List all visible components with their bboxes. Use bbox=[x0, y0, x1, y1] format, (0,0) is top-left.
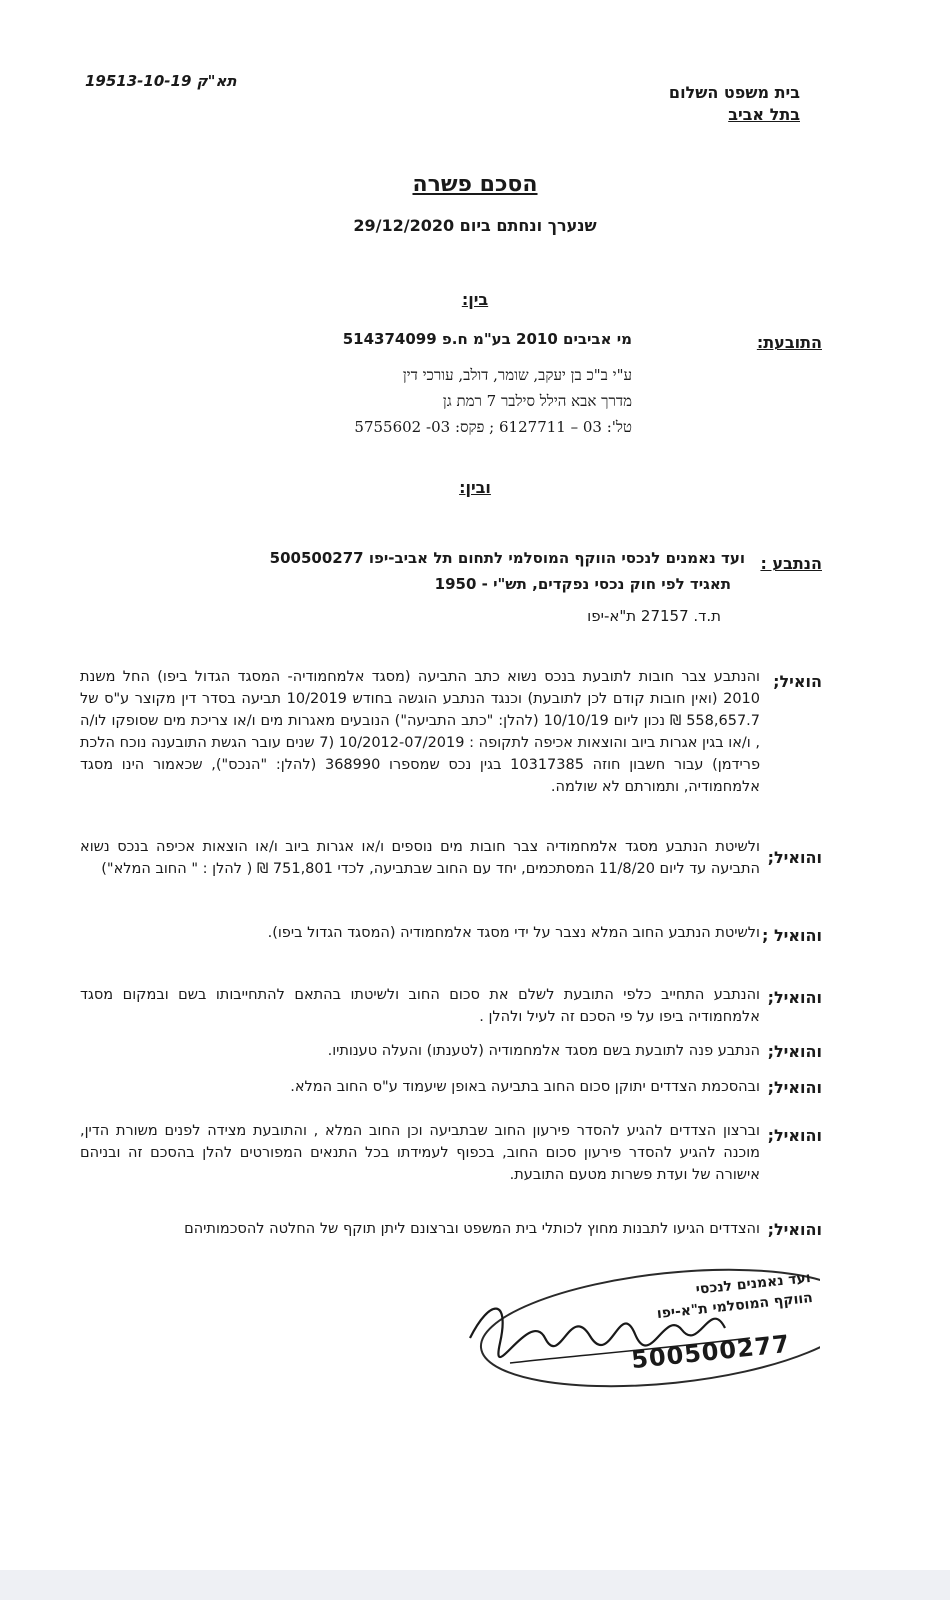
recital-keyword: הואיל; bbox=[773, 672, 822, 691]
bottom-bar bbox=[0, 1570, 950, 1600]
court-line-2: בתל אביב bbox=[728, 105, 800, 124]
defendant-label: הנתבע : bbox=[760, 554, 822, 573]
plaintiff-label: התובעת: bbox=[756, 333, 822, 352]
recital-text: ובהסכמת הצדדים יתוקן סכום החוב בתביעה באופן שיעמוד ע"ס החוב המלא. bbox=[290, 1079, 760, 1095]
recital-keyword: והואיל ; bbox=[762, 926, 822, 945]
defendant-pobox: ת.ד. 27157 ת"א-יפו bbox=[587, 607, 721, 625]
court-name bbox=[669, 82, 800, 126]
signature-stamp bbox=[450, 1268, 820, 1408]
recital-text: הנתבע פנה לתובעת בשם מסגד אלמחמודיה (לטענתו) והעלה טענותיו. bbox=[327, 1043, 760, 1059]
recital-keyword: והואיל; bbox=[767, 1078, 822, 1097]
recital-keyword: והואיל; bbox=[767, 1220, 822, 1239]
defendant-name: ועד נאמנים לנכסי הווקף המוסלמי לתחום תל אביב-יפו 500500277 bbox=[269, 549, 745, 567]
recital-keyword: והואיל; bbox=[767, 1126, 822, 1145]
recital-keyword: והואיל; bbox=[767, 1042, 822, 1061]
plaintiff-phone: טל': 03 – 6127711 ; פקס: 03- 5755602 bbox=[354, 418, 632, 436]
recital-text: והנתבע צבר חובות לתובעת בנכס נשוא כתב התביעה (מסגד אלמחמודיה- המסגד הגדול ביפו) החל משנת 2010 (ואין חובות קודם לכן לתובעת) וכנגד הנתבע הוגשה בחודש 10/2019 תביעה בסדר דין מקוצר ע"ס של 558,657.7 ₪ נכון ליום 10/10/19 (להלן: "כתב התביעה") הנובעים מאגרות מים ו/או צריכת מים שסופקו לו/ה , ו/או בגין אגרות ביוב והוצאות אכיפה לתקופה : 10/2012-07/2019 (7 שנים עובר הגשת התובענה נוכח הלכת פרידמן) עבור חשבון חוזה 10317385 בגין נכס שמספרו 368990 (להלן: "הנכס"), שכאמור הינו מסגד אלמחמודיה, ותמורתם לא שולמה. bbox=[80, 669, 760, 795]
recital-text: והצדדים הגיעו לתבנות מחוץ לכותלי בית המשפט וברצונם ליתן תוקף של החלטה להסכמותיהם bbox=[184, 1221, 760, 1237]
defendant-description: תאגיד לפי חוק נכסי נפקדים, תש"י - 1950 bbox=[434, 575, 731, 593]
recital-text: והנתבע התחייב כלפי התובעת לשלם את סכום החוב ולשיטתו בהתאם להתחייבותו בשם ובמקום מסגד אלמחמודיה ביפו על פי הסכם זה לעיל ולהלן . bbox=[80, 987, 760, 1025]
recital-keyword: והואיל; bbox=[767, 848, 822, 867]
and-between-label: ובין: bbox=[459, 478, 491, 497]
plaintiff-address: מדרך אבא הילל סילבר 7 רמת גן bbox=[442, 392, 632, 410]
stamp-line-1: ועד נאמנים לנכסי bbox=[695, 1269, 812, 1298]
plaintiff-name: מי אביבים 2010 בע"מ ח.פ 514374099 bbox=[342, 330, 632, 348]
signed-date: שנערך ונחתם ביום 29/12/2020 bbox=[353, 216, 597, 235]
recital-text: וברצון הצדדים להגיע להסדר פירעון החוב שבתביעה וכן החוב המלא , והתובעת מצידה לפנים משורת הדין, מוכנה להגיע להסדר פירעון סכום החוב, בכפוף לעמידתו בכל התנאים המפורטים להלן בהסכם זה ובניהם אישורה של ועדת פשרות מטעם התובעת. bbox=[80, 1123, 760, 1183]
stamp-line-2: הווקף המוסלמי ת"א-יפו bbox=[656, 1289, 814, 1323]
recital-keyword: והואיל; bbox=[767, 988, 822, 1007]
document-title: הסכם פשרה bbox=[412, 172, 538, 197]
plaintiff-attorneys: ע"י ב"כ בן יעקב, שומר, דולב, עורכי דין bbox=[402, 366, 632, 384]
recital-text: ולשיטת הנתבע מסגד אלמחמודיה צבר חובות מים נוספים ו/או אגרות ביוב ו/או הוצאות אכיפה בנכס נשוא התביעה עד ליום 11/8/20 המסתכמים, יחד עם החוב שבתביעה, לכדי 751,801 ₪ ( להלן : " החוב המלא") bbox=[80, 839, 760, 877]
stamp-number: 500500277 bbox=[629, 1329, 792, 1375]
recital-text: ולשיטת הנתבע החוב המלא נצבר על ידי מסגד אלמחמודיה (המסגד הגדול ביפו). bbox=[267, 925, 760, 941]
between-label: בין: bbox=[461, 290, 489, 309]
case-number: תא"ק 19513-10-19 bbox=[85, 72, 237, 90]
plaintiff-block bbox=[72, 326, 632, 440]
court-line-1: בית משפט השלום bbox=[668, 83, 800, 102]
defendant-block bbox=[125, 545, 745, 629]
